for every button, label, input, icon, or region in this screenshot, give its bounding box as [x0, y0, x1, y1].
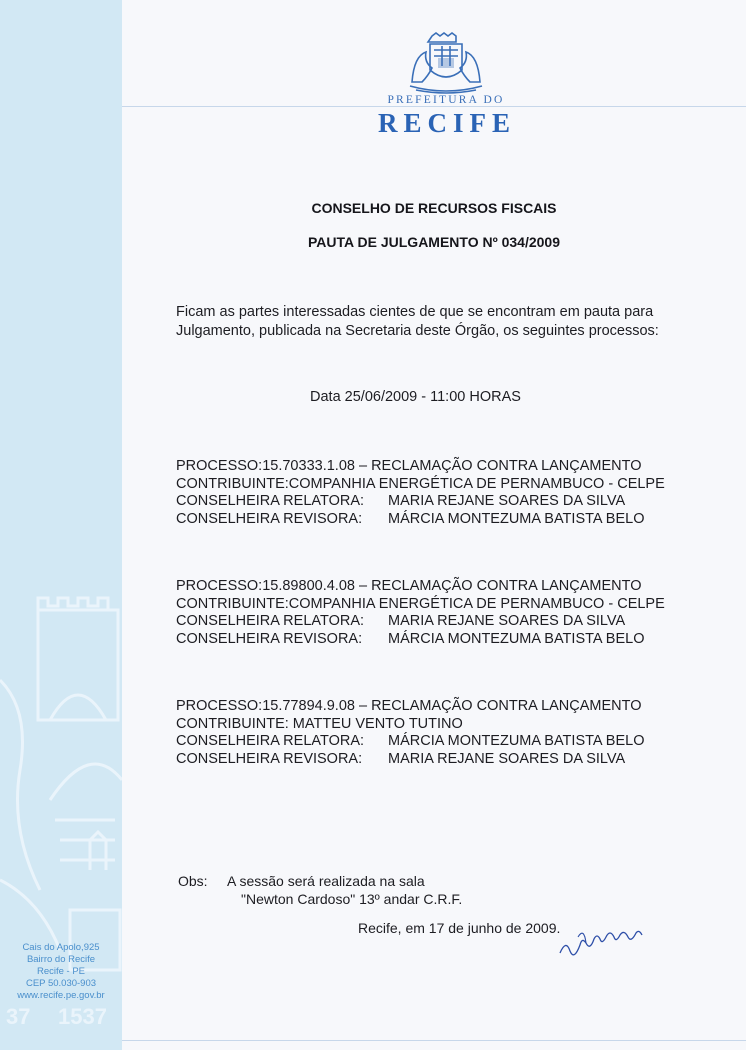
year-right: 1537 [58, 1004, 107, 1029]
process-reviewer [176, 511, 665, 529]
rapporteur-name: MARIA REJANE SOARES DA SILVA [388, 613, 626, 629]
process-contributor: CONTRIBUINTE:COMPANHIA ENERGÉTICA DE PERNAMBUCO - CELPE [176, 475, 665, 492]
process-block [176, 458, 665, 528]
rapporteur-label: CONSELHEIRA RELATORA: [176, 733, 365, 749]
process-number: PROCESSO:15.77894.9.08 – RECLAMAÇÃO CONTRA LANÇAMENTO [176, 698, 642, 714]
signature [556, 925, 656, 965]
document-subtitle: PAUTA DE JULGAMENTO Nº 034/2009 [308, 234, 560, 250]
year-left: 37 [6, 1004, 31, 1029]
process-contributor: CONTRIBUINTE:COMPANHIA ENERGÉTICA DE PERNAMBUCO - CELPE [176, 595, 665, 612]
rapporteur-label: CONSELHEIRA RELATORA: [176, 613, 365, 629]
address-website[interactable]: www.recife.pe.gov.br [17, 990, 105, 1001]
intro-paragraph [176, 303, 659, 341]
obs-label: Obs: [178, 873, 208, 889]
logo-title: RECIFE [378, 108, 517, 138]
footer-rule [122, 1040, 746, 1041]
reviewer-label: CONSELHEIRA REVISORA: [176, 510, 363, 527]
process-number: PROCESSO:15.70333.1.08 – RECLAMAÇÃO CONTRA LANÇAMENTO [176, 458, 642, 474]
reviewer-name: MÁRCIA MONTEZUMA BATISTA BELO [388, 630, 645, 647]
reviewer-label: CONSELHEIRA REVISORA: [176, 750, 363, 767]
prefeitura-logo [378, 32, 517, 142]
rapporteur-label: CONSELHEIRA RELATORA: [176, 493, 365, 509]
intro-line: Julgamento, publicada na Secretaria deste Órgão, os seguintes processos: [176, 323, 659, 339]
process-block [176, 578, 665, 648]
process-rapporteur [176, 733, 645, 751]
address-line: Recife - PE [36, 966, 86, 977]
address-line: Bairro do Recife [26, 954, 96, 965]
process-contributor: CONTRIBUINTE: MATTEU VENTO TUTINO [176, 715, 463, 732]
logo-subtitle: PREFEITURA DO [387, 94, 505, 106]
sidebar-year-watermark [0, 1000, 122, 1030]
place-and-date: Recife, em 17 de junho de 2009. [358, 920, 561, 936]
rapporteur-name: MÁRCIA MONTEZUMA BATISTA BELO [388, 733, 645, 749]
address-line: Cais do Apolo,925 [22, 942, 100, 953]
reviewer-label: CONSELHEIRA REVISORA: [176, 630, 363, 647]
obs-room: "Newton Cardoso" 13º andar C.R.F. [241, 891, 463, 907]
observation [178, 872, 463, 907]
coat-of-arms-icon [402, 32, 490, 94]
sidebar-band [0, 0, 122, 1050]
city-emblem-watermark [0, 580, 122, 1000]
process-block [176, 698, 645, 768]
session-date: Data 25/06/2009 - 11:00 HORAS [310, 389, 521, 405]
address-line: CEP 50.030-903 [25, 978, 97, 989]
process-rapporteur [176, 613, 665, 631]
obs-text: A sessão será realizada na sala [227, 873, 425, 889]
process-number: PROCESSO:15.89800.4.08 – RECLAMAÇÃO CONTRA LANÇAMENTO [176, 578, 642, 594]
process-reviewer [176, 751, 642, 769]
intro-line: Ficam as partes interessadas cientes de que se encontram em pauta para [176, 304, 654, 320]
process-rapporteur [176, 493, 665, 511]
document-title: CONSELHO DE RECURSOS FISCAIS [311, 200, 557, 216]
sidebar-address [0, 942, 122, 1002]
rapporteur-name: MARIA REJANE SOARES DA SILVA [388, 493, 626, 509]
process-reviewer [176, 631, 665, 649]
reviewer-name: MARIA REJANE SOARES DA SILVA [388, 750, 626, 767]
reviewer-name: MÁRCIA MONTEZUMA BATISTA BELO [388, 510, 645, 527]
